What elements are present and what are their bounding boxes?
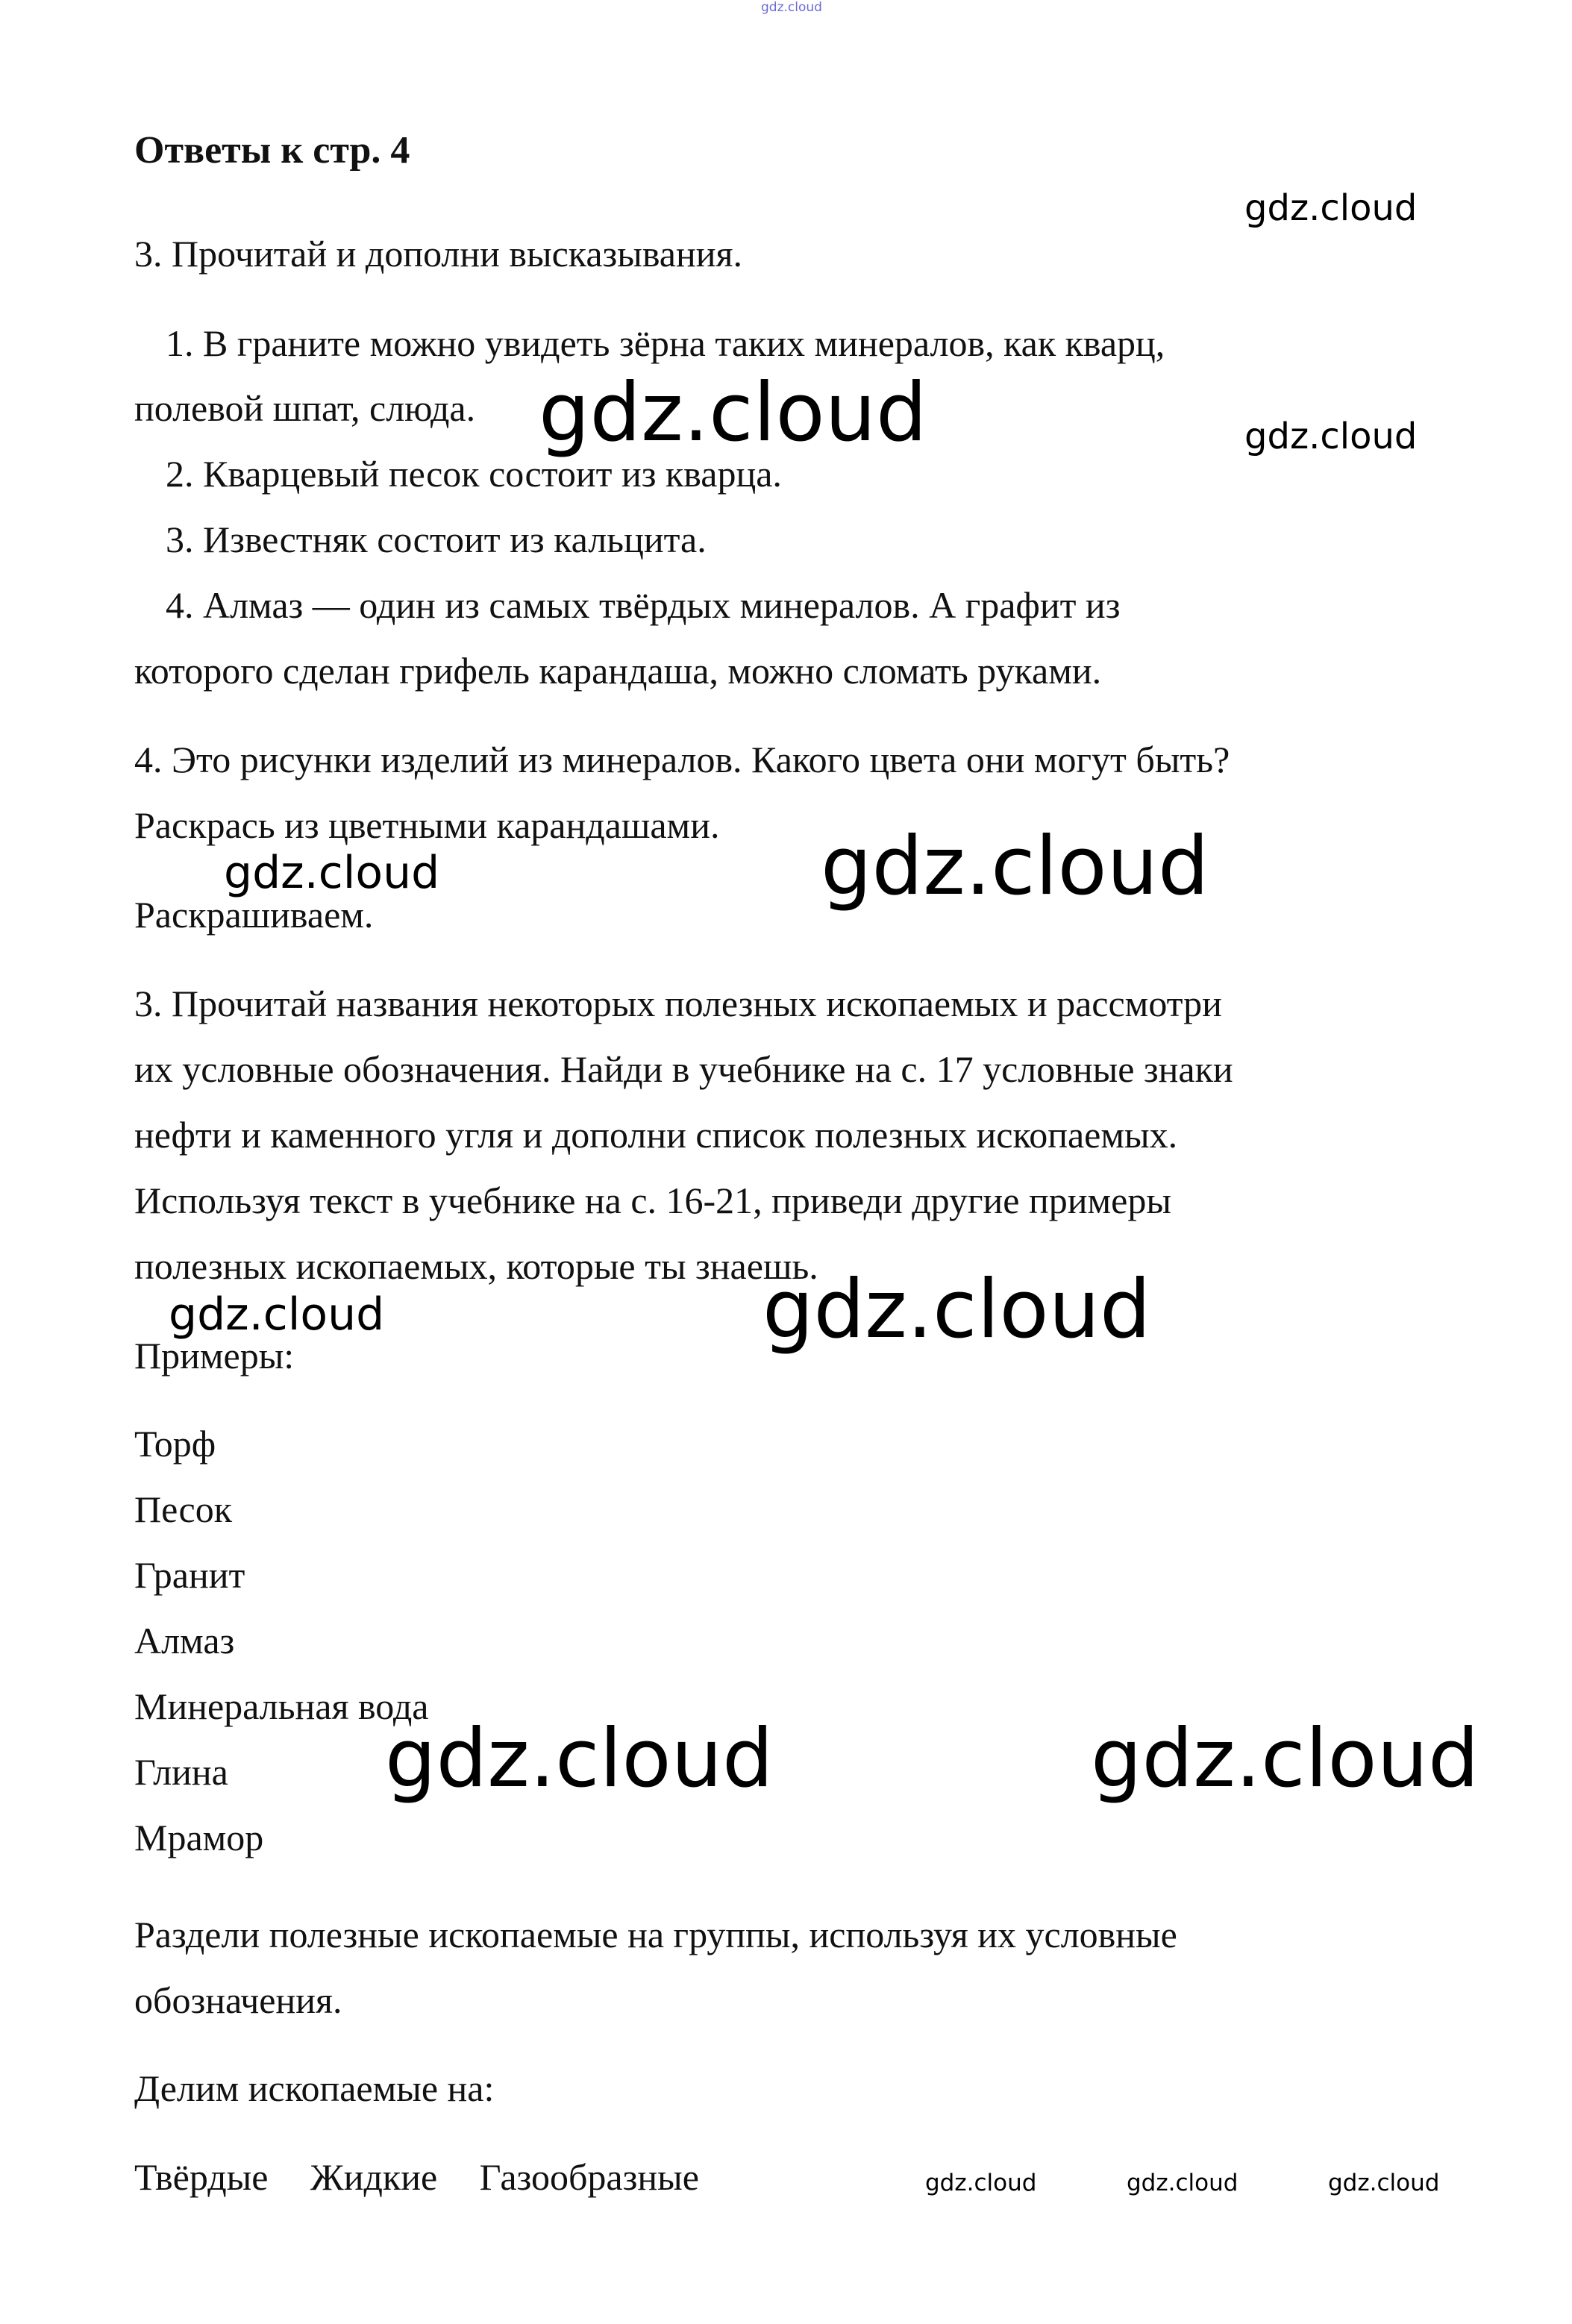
watermark: gdz.cloud [224, 847, 440, 899]
group-item: Газообразные [479, 2156, 699, 2198]
task3-item1-line1: 1. В граните можно увидеть зёрна таких минералов, как кварц, [166, 322, 1165, 364]
watermark: gdz.cloud [385, 1712, 774, 1805]
task3-item4-line2: которого сделан грифель карандаша, можно сломать руками. [134, 650, 1102, 692]
example-item: Минеральная вода [134, 1685, 429, 1727]
task3-heading: 3. Прочитай и дополни высказывания. [134, 233, 743, 275]
watermark: gdz.cloud [1244, 187, 1418, 229]
groups-task-line1: Раздели полезные ископаемые на группы, используя их условные [134, 1914, 1177, 1955]
task4-line2: Раскрась из цветными карандашами. [134, 804, 720, 846]
task3-item1-line2: полевой шпат, слюда. [134, 387, 476, 429]
task3b-line4: Используя текст в учебнике на с. 16-21, приведи другие примеры [134, 1180, 1171, 1221]
groups-list [134, 2155, 732, 2199]
groups-intro: Делим ископаемые на: [134, 2067, 495, 2109]
watermark: gdz.cloud [1127, 2170, 1239, 2196]
task3-item2: 2. Кварцевый песок состоит из кварца. [166, 453, 782, 495]
watermark: gdz.cloud [925, 2170, 1037, 2196]
watermark-top: gdz.cloud [761, 0, 822, 15]
watermark: gdz.cloud [169, 1288, 385, 1341]
example-item: Алмаз [134, 1620, 235, 1661]
watermark: gdz.cloud [539, 366, 927, 460]
watermark: gdz.cloud [821, 820, 1209, 913]
task3b-line5: полезных ископаемых, которые ты знаешь. [134, 1245, 818, 1287]
page-title: Ответы к стр. 4 [134, 129, 410, 172]
watermark: gdz.cloud [762, 1263, 1151, 1356]
task4-line1: 4. Это рисунки изделий из минералов. Какого цвета они могут быть? [134, 739, 1230, 780]
example-item: Песок [134, 1488, 233, 1530]
group-item: Жидкие [310, 2156, 438, 2198]
task3b-line3: нефти и каменного угля и дополни список полезных ископаемых. [134, 1114, 1178, 1156]
watermark: gdz.cloud [1328, 2170, 1440, 2196]
example-item: Торф [134, 1423, 216, 1465]
task3b-line1: 3. Прочитай названия некоторых полезных ископаемых и рассмотри [134, 983, 1222, 1024]
task3-item4-line1: 4. Алмаз — один из самых твёрдых минералов. А графит из [166, 584, 1121, 626]
examples-label: Примеры: [134, 1335, 295, 1376]
example-item: Мрамор [134, 1817, 264, 1858]
watermark: gdz.cloud [1091, 1712, 1479, 1805]
task3b-line2: их условные обозначения. Найди в учебнике на с. 17 условные знаки [134, 1048, 1233, 1090]
task3-item3: 3. Известняк состоит из кальцита. [166, 519, 707, 560]
watermark: gdz.cloud [1244, 416, 1418, 457]
group-item: Твёрдые [134, 2156, 269, 2198]
example-item: Гранит [134, 1554, 245, 1596]
example-item: Глина [134, 1751, 228, 1793]
groups-task-line2: обозначения. [134, 1979, 342, 2021]
task4-answer: Раскрашиваем. [134, 894, 374, 936]
